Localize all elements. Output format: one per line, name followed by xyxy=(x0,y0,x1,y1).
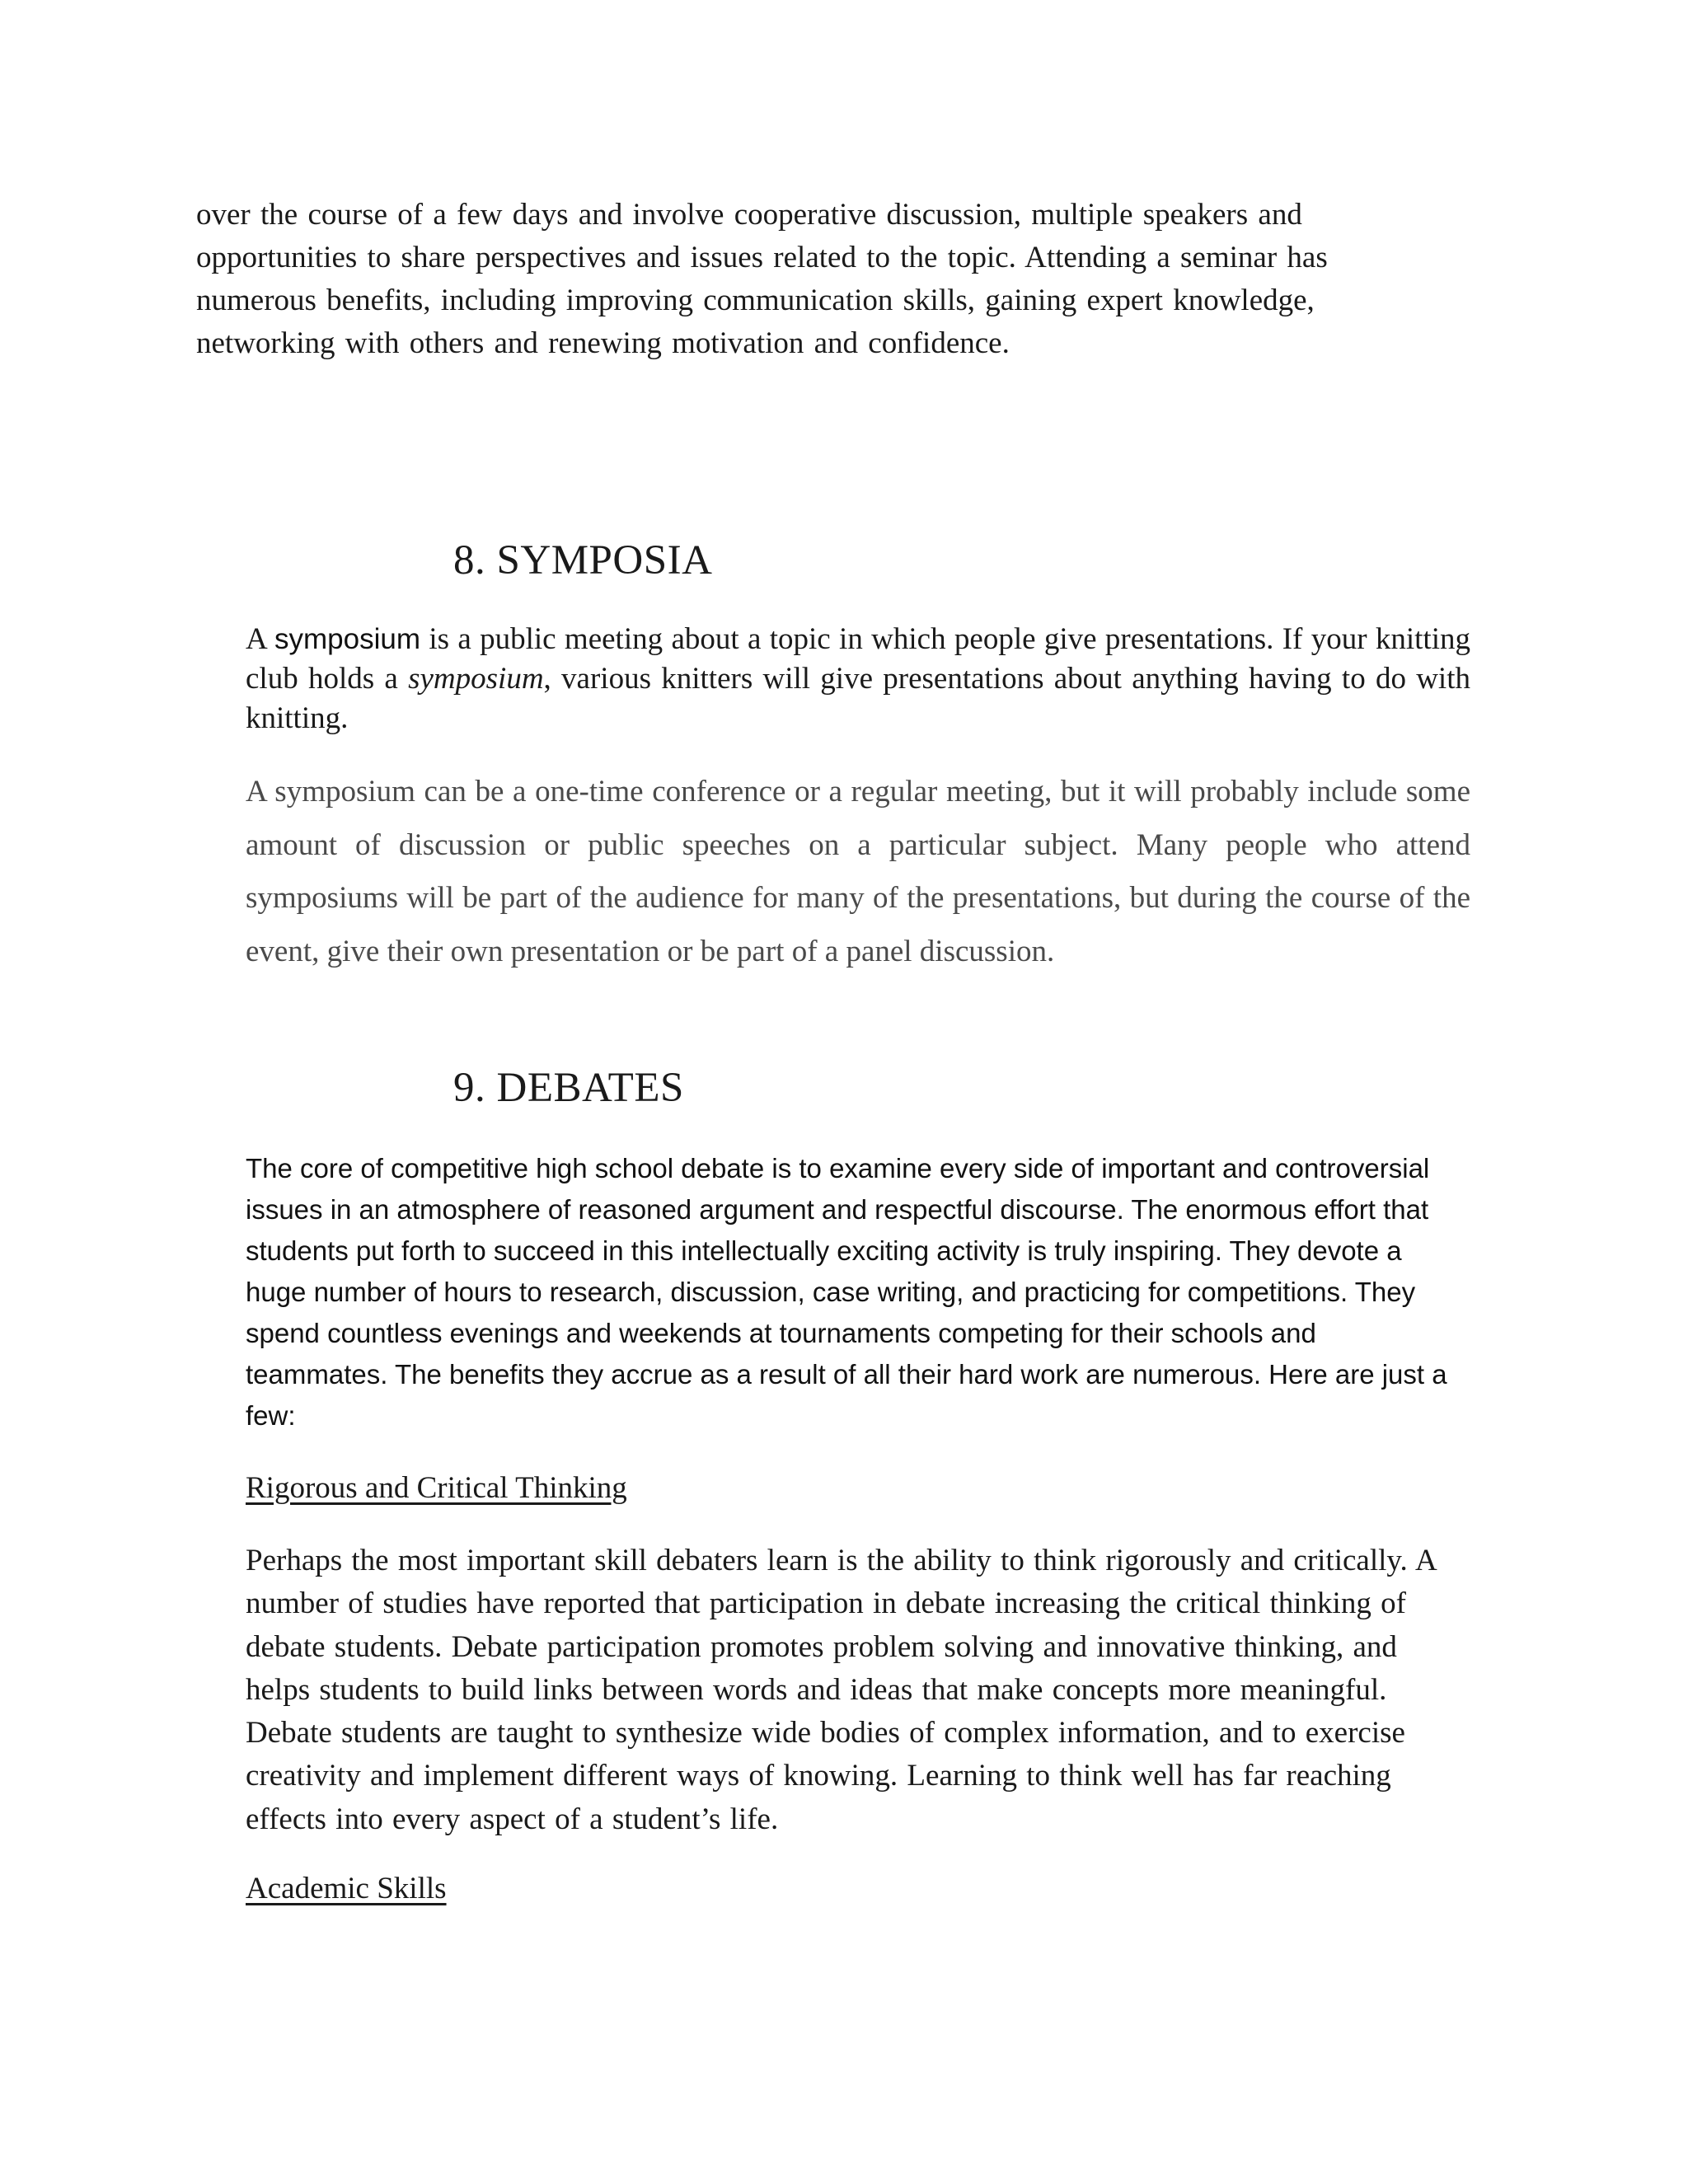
symposia-paragraph-2: A symposium can be a one-time conference or a regular meeting, but it will probably include some amount of discussion or public speeches on a particular subject. Many people who attend symposiums will be part of the audience for many of the presentations, but during the course of the event, give their own presentation or be part of a panel discussion. xyxy=(246,775,1470,968)
symposia-paragraph-1 xyxy=(246,620,1470,738)
symposium-term-italic: symposium xyxy=(408,662,544,696)
intro-paragraph: over the course of a few days and involve cooperative discussion, multiple speakers and opportunities to share perspectives and issues related to the topic. Attending a seminar has numerous benefits, including improving communication skills, gaining expert knowledge, networking with others and renewing motivation and confidence. xyxy=(196,198,1328,360)
subheading-academic-skills: Academic Skills xyxy=(246,1872,447,1905)
symposium-term-link[interactable]: symposium xyxy=(274,623,420,655)
symposia-p1-c: , various knitters will give presentations about anything having to do with knitting. xyxy=(246,662,1470,735)
debates-paragraph-1: The core of competitive high school debate is to examine every side of important and controversial issues in an atmosphere of reasoned argument and respectful discourse. The enormous effort that students put forth to succeed in this intellectually exciting activity is truly inspiring. They devote a huge number of hours to research, discussion, case writing, and practicing for competitions. They spend countless evenings and weekends at tournaments competing for their schools and teammates. The benefits they accrue as a result of all their hard work are numerous. Here are just a few: xyxy=(246,1153,1447,1431)
symposia-p1-a: A xyxy=(246,622,275,656)
symposia-p1-b: is a public meeting about a topic in which people give presentations. If your knitting club holds a xyxy=(246,622,1470,696)
section-heading-debates: 9. DEBATES xyxy=(453,1065,684,1111)
rigorous-thinking-paragraph: Perhaps the most important skill debaters learn is the ability to think rigorously and critically. A number of studies have reported that participation in debate increasing the critical thinking of debate students. Debate participation promotes problem solving and innovative thinking, and helps students to build links between words and ideas that make concepts more meaningful. Debate students are taught to synthesize wide bodies of complex information, and to exercise creativity and implement different ways of knowing. Learning to think well has far reaching effects into every aspect of a student’s life. xyxy=(246,1544,1436,1836)
subheading-rigorous-critical-thinking: Rigorous and Critical Thinking xyxy=(246,1471,627,1505)
section-heading-symposia: 8. SYMPOSIA xyxy=(453,537,713,583)
